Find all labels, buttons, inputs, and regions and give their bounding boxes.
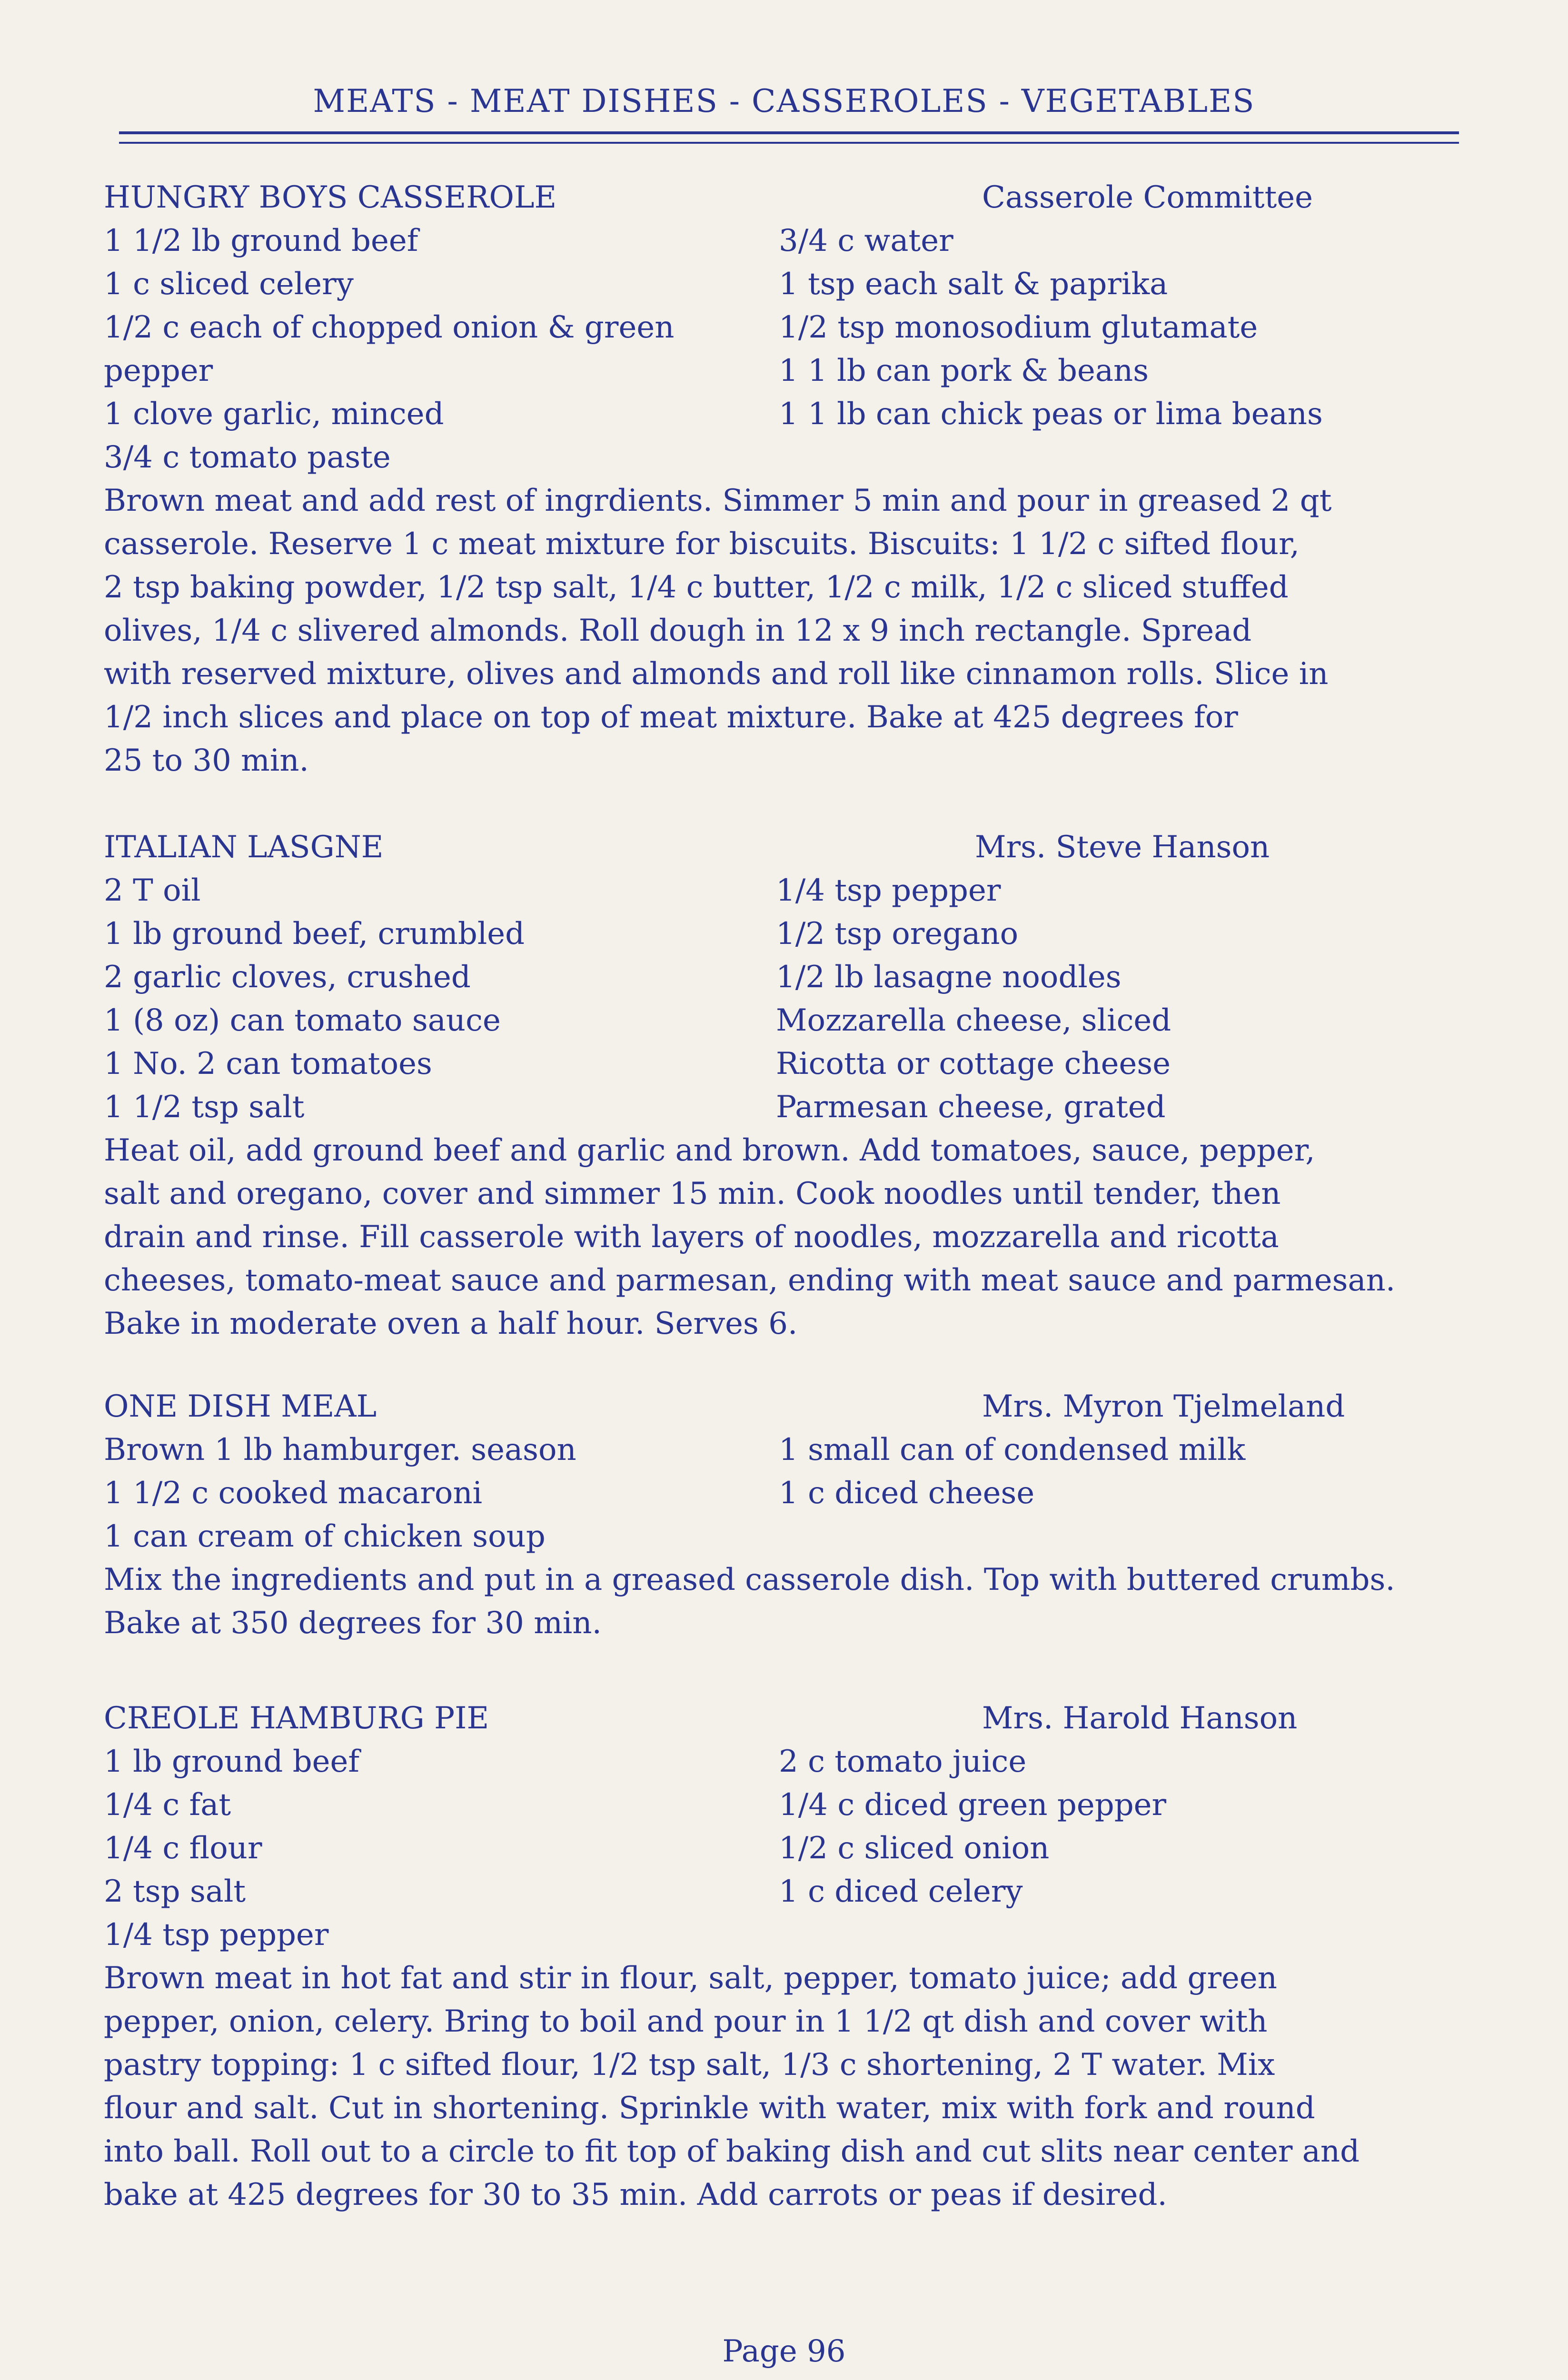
direction-line: flour and salt. Cut in shortening. Sprinkle with water, mix with fork and round bbox=[104, 2091, 1315, 2126]
ingredient: 1 1 lb can chick peas or lima beans bbox=[779, 397, 1323, 432]
direction-line: 25 to 30 min. bbox=[104, 743, 309, 778]
ingredient: 1 small can of condensed milk bbox=[779, 1432, 1246, 1468]
ingredient: 1 1/2 tsp salt bbox=[104, 1090, 305, 1125]
ingredient: 2 garlic cloves, crushed bbox=[104, 960, 471, 995]
recipe-author: Mrs. Harold Hanson bbox=[982, 1701, 1298, 1736]
ingredient: 1 c sliced celery bbox=[104, 267, 354, 302]
recipe-title: ITALIAN LASGNE bbox=[104, 830, 384, 865]
ingredient: pepper bbox=[104, 353, 213, 388]
ingredient: 1/2 c sliced onion bbox=[779, 1831, 1050, 1866]
direction-line: salt and oregano, cover and simmer 15 min. Cook noodles until tender, then bbox=[104, 1176, 1281, 1211]
ingredient: Parmesan cheese, grated bbox=[776, 1090, 1166, 1125]
header-rule-top bbox=[119, 131, 1459, 134]
direction-line: casserole. Reserve 1 c meat mixture for biscuits. Biscuits: 1 1/2 c sifted flour, bbox=[104, 526, 1300, 562]
ingredient: 1 1/2 c cooked macaroni bbox=[104, 1476, 483, 1511]
ingredient: 1/2 tsp monosodium glutamate bbox=[779, 310, 1258, 345]
direction-line: 1/2 inch slices and place on top of meat mixture. Bake at 425 degrees for bbox=[104, 700, 1238, 735]
ingredient: 2 tsp salt bbox=[104, 1874, 246, 1909]
ingredient: 2 c tomato juice bbox=[779, 1744, 1027, 1779]
direction-line: Brown meat and add rest of ingrdients. Simmer 5 min and pour in greased 2 qt bbox=[104, 483, 1332, 518]
ingredient: 1 c diced cheese bbox=[779, 1476, 1035, 1511]
direction-line: Brown meat in hot fat and stir in flour, salt, pepper, tomato juice; add green bbox=[104, 1961, 1277, 1996]
ingredient: 1/2 lb lasagne noodles bbox=[776, 960, 1121, 995]
recipe-title: HUNGRY BOYS CASSEROLE bbox=[104, 180, 557, 215]
ingredient: 3/4 c water bbox=[779, 223, 953, 258]
ingredient: 1 lb ground beef bbox=[104, 1744, 360, 1779]
direction-line: bake at 425 degrees for 30 to 35 min. Add carrots or peas if desired. bbox=[104, 2177, 1167, 2212]
recipe-author: Mrs. Myron Tjelmeland bbox=[982, 1389, 1345, 1424]
direction-line: into ball. Roll out to a circle to fit top of baking dish and cut slits near center and bbox=[104, 2134, 1360, 2169]
ingredient: 1 clove garlic, minced bbox=[104, 397, 444, 432]
recipe-author: Mrs. Steve Hanson bbox=[975, 830, 1270, 865]
direction-line: 2 tsp baking powder, 1/2 tsp salt, 1/4 c butter, 1/2 c milk, 1/2 c sliced stuffed bbox=[104, 570, 1289, 605]
direction-line: drain and rinse. Fill casserole with layers of noodles, mozzarella and ricotta bbox=[104, 1220, 1279, 1255]
direction-line: cheeses, tomato-meat sauce and parmesan, ending with meat sauce and parmesan. bbox=[104, 1263, 1396, 1298]
direction-line: olives, 1/4 c slivered almonds. Roll dough in 12 x 9 inch rectangle. Spread bbox=[104, 613, 1252, 648]
ingredient: 1/4 c flour bbox=[104, 1831, 262, 1866]
ingredient: 1 c diced celery bbox=[779, 1874, 1023, 1909]
ingredient: 1 lb ground beef, crumbled bbox=[104, 916, 525, 952]
direction-line: Bake in moderate oven a half hour. Serves 6. bbox=[104, 1306, 798, 1341]
page-number: Page 96 bbox=[722, 2334, 846, 2369]
ingredient: 1/4 c fat bbox=[104, 1787, 231, 1823]
ingredient: Mozzarella cheese, sliced bbox=[776, 1003, 1171, 1038]
ingredient: 1/2 tsp oregano bbox=[776, 916, 1019, 952]
recipe-title: CREOLE HAMBURG PIE bbox=[104, 1701, 489, 1736]
ingredient: 3/4 c tomato paste bbox=[104, 440, 391, 475]
ingredient: Brown 1 lb hamburger. season bbox=[104, 1432, 576, 1468]
recipe-author: Casserole Committee bbox=[982, 180, 1313, 215]
section-header: MEATS - MEAT DISHES - CASSEROLES - VEGETABLES bbox=[313, 83, 1255, 119]
ingredient: 1/4 c diced green pepper bbox=[779, 1787, 1167, 1823]
ingredient: 1/2 c each of chopped onion & green bbox=[104, 310, 675, 345]
direction-line: Bake at 350 degrees for 30 min. bbox=[104, 1606, 602, 1641]
recipe-title: ONE DISH MEAL bbox=[104, 1389, 377, 1424]
ingredient: 1 can cream of chicken soup bbox=[104, 1519, 546, 1554]
direction-line: pepper, onion, celery. Bring to boil and pour in 1 1/2 qt dish and cover with bbox=[104, 2004, 1268, 2039]
ingredient: 1 1 lb can pork & beans bbox=[779, 353, 1149, 388]
ingredient: 1/4 tsp pepper bbox=[104, 1917, 329, 1953]
ingredient: Ricotta or cottage cheese bbox=[776, 1046, 1171, 1081]
header-rule-bottom bbox=[119, 142, 1459, 144]
ingredient: 2 T oil bbox=[104, 873, 201, 908]
ingredient: 1 1/2 lb ground beef bbox=[104, 223, 418, 258]
direction-line: with reserved mixture, olives and almonds and roll like cinnamon rolls. Slice in bbox=[104, 656, 1329, 692]
ingredient: 1 (8 oz) can tomato sauce bbox=[104, 1003, 501, 1038]
direction-line: Mix the ingredients and put in a greased casserole dish. Top with buttered crumbs. bbox=[104, 1562, 1395, 1597]
ingredient: 1/4 tsp pepper bbox=[776, 873, 1001, 908]
ingredient: 1 tsp each salt & paprika bbox=[779, 267, 1168, 302]
ingredient: 1 No. 2 can tomatoes bbox=[104, 1046, 432, 1081]
direction-line: pastry topping: 1 c sifted flour, 1/2 tsp salt, 1/3 c shortening, 2 T water. Mix bbox=[104, 2047, 1275, 2082]
direction-line: Heat oil, add ground beef and garlic and brown. Add tomatoes, sauce, pepper, bbox=[104, 1133, 1315, 1168]
